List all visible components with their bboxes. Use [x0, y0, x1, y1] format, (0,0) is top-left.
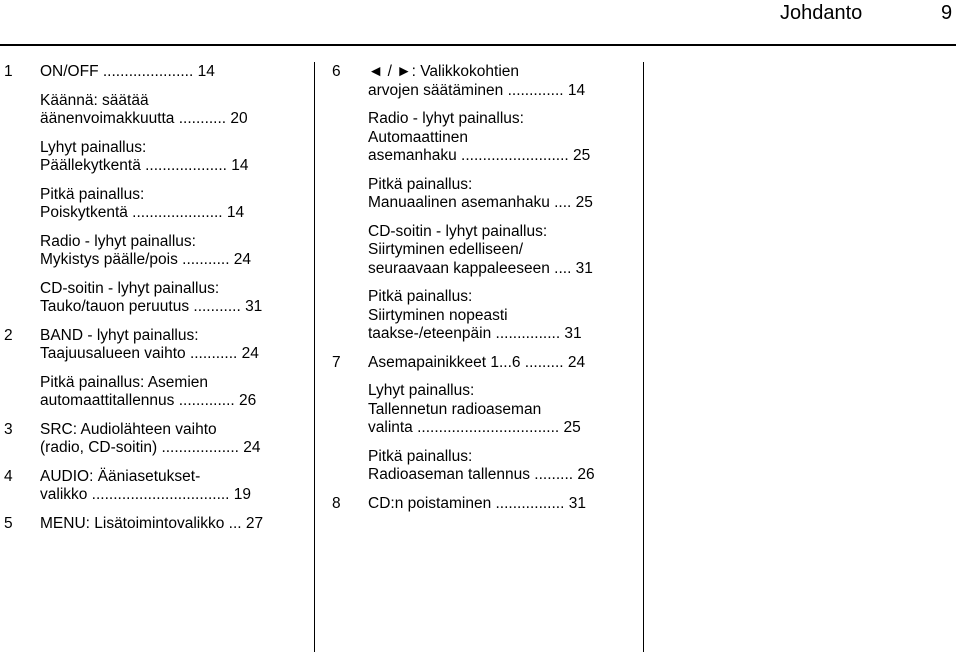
toc-entry-line: Tallennetun radioaseman — [368, 400, 542, 418]
toc-entry-line: CD-soitin - lyhyt painallus: — [368, 222, 548, 240]
toc-entry-line: SRC: Audiolähteen vaihto — [40, 420, 217, 438]
toc-entry-line: Pitkä painallus: — [368, 288, 473, 305]
toc-entry — [368, 495, 637, 514]
left-column — [4, 63, 304, 543]
toc-item — [4, 468, 304, 505]
toc-entry — [40, 280, 304, 317]
column-divider — [314, 62, 315, 652]
item-number: 8 — [332, 494, 341, 512]
toc-entry — [368, 176, 637, 213]
toc-entry — [40, 233, 304, 270]
toc-entry-line: Siirtyminen edelliseen/ — [368, 241, 524, 258]
toc-entry-line: Lyhyt painallus: — [40, 138, 147, 156]
header-rule — [0, 44, 956, 46]
toc-entry-line: (radio, CD-soitin) .................. 24 — [40, 439, 261, 456]
toc-entry-line: Poiskytkentä ..................... 14 — [40, 204, 245, 221]
toc-entry-line: ◄ / ►: Valikkokohtien — [368, 63, 520, 80]
toc-entry-line: Käännä: säätää — [40, 91, 149, 109]
toc-entry-line: seuraavaan kappaleeseen .... 31 — [368, 259, 593, 277]
toc-item — [4, 63, 304, 317]
toc-entry-line: BAND - lyhyt painallus: — [40, 326, 199, 344]
toc-entry — [40, 515, 304, 534]
toc-entry — [40, 92, 304, 129]
right-column — [332, 63, 637, 523]
toc-entry-line: Radioaseman tallennus ......... 26 — [368, 466, 595, 483]
header-title: Johdanto — [780, 2, 863, 24]
toc-entry-line: Radio - lyhyt painallus: — [40, 232, 196, 250]
toc-entry — [368, 354, 637, 373]
toc-entry — [368, 288, 637, 344]
toc-entry-line: Taajuusalueen vaihto ........... 24 — [40, 345, 259, 362]
toc-entry-line: äänenvoimakkuutta ........... 20 — [40, 110, 248, 127]
toc-entry-line: Pitkä painallus: — [40, 185, 145, 203]
toc-entry-line: Pitkä painallus: — [368, 447, 473, 465]
item-number: 2 — [4, 326, 13, 344]
toc-entry-line: Mykistys päälle/pois ........... 24 — [40, 251, 252, 268]
toc-entry-line: valinta ................................. 25 — [368, 419, 581, 436]
toc-entry — [40, 186, 304, 223]
toc-entry — [368, 110, 637, 166]
toc-item — [332, 354, 637, 485]
toc-entry-line: Radio - lyhyt painallus: — [368, 110, 524, 127]
toc-entry-line: automaattitallennus ............. 26 — [40, 392, 257, 409]
item-number: 6 — [332, 63, 341, 80]
toc-entry-line: CD-soitin - lyhyt painallus: — [40, 279, 220, 297]
toc-entry-line: Automaattinen — [368, 128, 468, 146]
toc-item — [332, 63, 637, 344]
toc-entry-line: MENU: Lisätoimintovalikko ... 27 — [40, 514, 264, 532]
item-number: 5 — [4, 514, 13, 532]
item-number: 4 — [4, 467, 13, 485]
toc-entry-line: Lyhyt painallus: — [368, 382, 475, 399]
toc-entry-line: valikko ................................ 19 — [40, 486, 252, 503]
toc-entry-line: Pitkä painallus: Asemien — [40, 373, 209, 391]
toc-entry-line: Siirtyminen nopeasti — [368, 306, 508, 324]
toc-entry-line: CD:n poistaminen ................ 31 — [368, 494, 586, 512]
toc-item — [332, 495, 637, 514]
toc-item — [4, 327, 304, 411]
toc-entry — [40, 327, 304, 364]
toc-entry — [368, 382, 637, 438]
toc-entry-line: arvojen säätäminen ............. 14 — [368, 81, 586, 99]
toc-entry-line: Manuaalinen asemanhaku .... 25 — [368, 194, 593, 211]
toc-entry-line: Päällekytkentä ................... 14 — [40, 157, 249, 174]
column-divider — [643, 62, 644, 652]
toc-item — [4, 421, 304, 458]
item-number: 7 — [332, 353, 341, 371]
toc-entry-line: taakse-/eteenpäin ............... 31 — [368, 325, 582, 342]
toc-entry — [40, 468, 304, 505]
toc-entry — [40, 374, 304, 411]
toc-entry-line: Pitkä painallus: — [368, 175, 473, 193]
page-number: 9 — [941, 2, 953, 24]
toc-item — [4, 515, 304, 534]
toc-entry — [368, 63, 637, 100]
toc-entry-line: AUDIO: Ääniasetukset- — [40, 467, 201, 485]
toc-entry — [40, 421, 304, 458]
item-number: 1 — [4, 63, 13, 80]
toc-entry-line: Tauko/tauon peruutus ........... 31 — [40, 298, 263, 315]
toc-entry-line: asemanhaku ......................... 25 — [368, 147, 591, 164]
toc-entry-line: ON/OFF ..................... 14 — [40, 63, 215, 80]
toc-entry — [368, 223, 637, 279]
toc-entry — [40, 63, 304, 82]
item-number: 3 — [4, 420, 13, 438]
toc-entry — [368, 448, 637, 485]
toc-entry-line: Asemapainikkeet 1...6 ......... 24 — [368, 353, 586, 371]
toc-entry — [40, 139, 304, 176]
